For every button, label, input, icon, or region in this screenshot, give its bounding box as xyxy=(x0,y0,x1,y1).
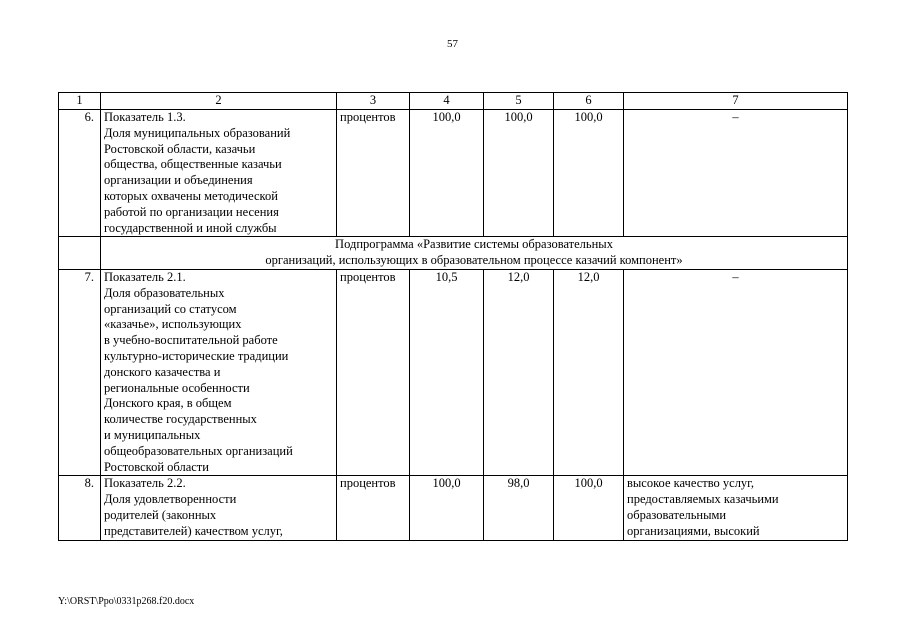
indicator-description-line: общества, общественные казачьи xyxy=(104,157,282,172)
note-cell xyxy=(624,110,848,237)
unit-cell: процентов xyxy=(337,110,410,237)
indicator-row xyxy=(59,110,848,237)
value-col5: 12,0 xyxy=(484,269,554,475)
indicator-description-line: Показатель 2.1. xyxy=(104,269,186,284)
indicator-description-line: в учебно-воспитательной работе xyxy=(104,333,278,348)
note-cell-line: предоставляемых казачьими xyxy=(627,492,779,507)
unit-cell: процентов xyxy=(337,476,410,540)
indicator-description-line: Доля образовательных xyxy=(104,285,225,300)
note-cell-line: образовательными xyxy=(627,507,727,522)
indicator-description-line: и муниципальных xyxy=(104,427,201,442)
indicator-description-line: Показатель 2.2. xyxy=(104,476,186,491)
indicator-description-line: Донского края, в общем xyxy=(104,396,232,411)
indicator-description xyxy=(101,476,337,540)
indicator-description-line: Доля удовлетворенности xyxy=(104,492,237,507)
note-cell xyxy=(624,476,848,540)
indicator-description-line: культурно-исторические традиции xyxy=(104,348,289,363)
indicator-description xyxy=(101,269,337,475)
indicator-description-line: государственной и иной службы xyxy=(104,220,277,235)
header-cell: 7 xyxy=(624,93,848,110)
indicator-description-line: работой по организации несения xyxy=(104,204,279,219)
indicator-description-line: организации и объединения xyxy=(104,173,253,188)
page-number: 57 xyxy=(447,38,458,50)
indicator-description-line: Показатель 1.3. xyxy=(104,110,186,124)
value-col4: 10,5 xyxy=(410,269,484,475)
row-number: 6. xyxy=(59,110,101,237)
header-cell: 4 xyxy=(410,93,484,110)
value-col6: 100,0 xyxy=(554,476,624,540)
indicator-description-line: донского казачества и xyxy=(104,364,221,379)
value-col5: 100,0 xyxy=(484,110,554,237)
indicator-description-line: организаций со статусом xyxy=(104,301,237,316)
indicator-row xyxy=(59,476,848,540)
indicator-description xyxy=(101,110,337,237)
indicator-description-line: Ростовской области xyxy=(104,459,209,474)
indicator-description-line: Доля муниципальных образований xyxy=(104,125,291,140)
indicator-description-line: региональные особенности xyxy=(104,380,250,395)
header-cell: 3 xyxy=(337,93,410,110)
header-row xyxy=(59,93,848,110)
indicator-row xyxy=(59,269,848,475)
indicator-description-line: «казачье», использующих xyxy=(104,317,242,332)
file-path-footer: Y:\ORST\Ppo\0331p268.f20.docx xyxy=(58,596,195,607)
indicator-description-line: количестве государственных xyxy=(104,412,257,427)
value-col6: 100,0 xyxy=(554,110,624,237)
subprogram-title xyxy=(101,237,848,270)
note-cell-line: организациями, высокий xyxy=(627,523,760,538)
row-number: 8. xyxy=(59,476,101,540)
header-cell: 5 xyxy=(484,93,554,110)
note-cell xyxy=(624,269,848,475)
value-col5: 98,0 xyxy=(484,476,554,540)
indicator-description-line: Ростовской области, казачьи xyxy=(104,141,256,156)
header-cell: 2 xyxy=(101,93,337,110)
subprogram-title-line: организаций, использующих в образовательном процессе казачий компонент» xyxy=(265,253,683,268)
subprogram-row xyxy=(59,237,848,270)
unit-cell: процентов xyxy=(337,269,410,475)
empty-cell xyxy=(59,237,101,270)
subprogram-title-line: Подпрограмма «Развитие системы образовательных xyxy=(335,237,613,252)
note-cell-line: высокое качество услуг, xyxy=(627,476,755,491)
indicator-description-line: общеобразовательных организаций xyxy=(104,443,293,458)
value-col6: 12,0 xyxy=(554,269,624,475)
header-cell: 6 xyxy=(554,93,624,110)
indicator-description-line: родителей (законных xyxy=(104,507,217,522)
header-cell: 1 xyxy=(59,93,101,110)
value-col4: 100,0 xyxy=(410,476,484,540)
row-number: 7. xyxy=(59,269,101,475)
indicator-description-line: представителей) качеством услуг, xyxy=(104,523,283,538)
note-cell-line: – xyxy=(732,110,739,124)
value-col4: 100,0 xyxy=(410,110,484,237)
indicator-description-line: которых охвачены методической xyxy=(104,188,278,203)
indicators-table xyxy=(58,92,848,541)
note-cell-line: – xyxy=(732,269,739,284)
